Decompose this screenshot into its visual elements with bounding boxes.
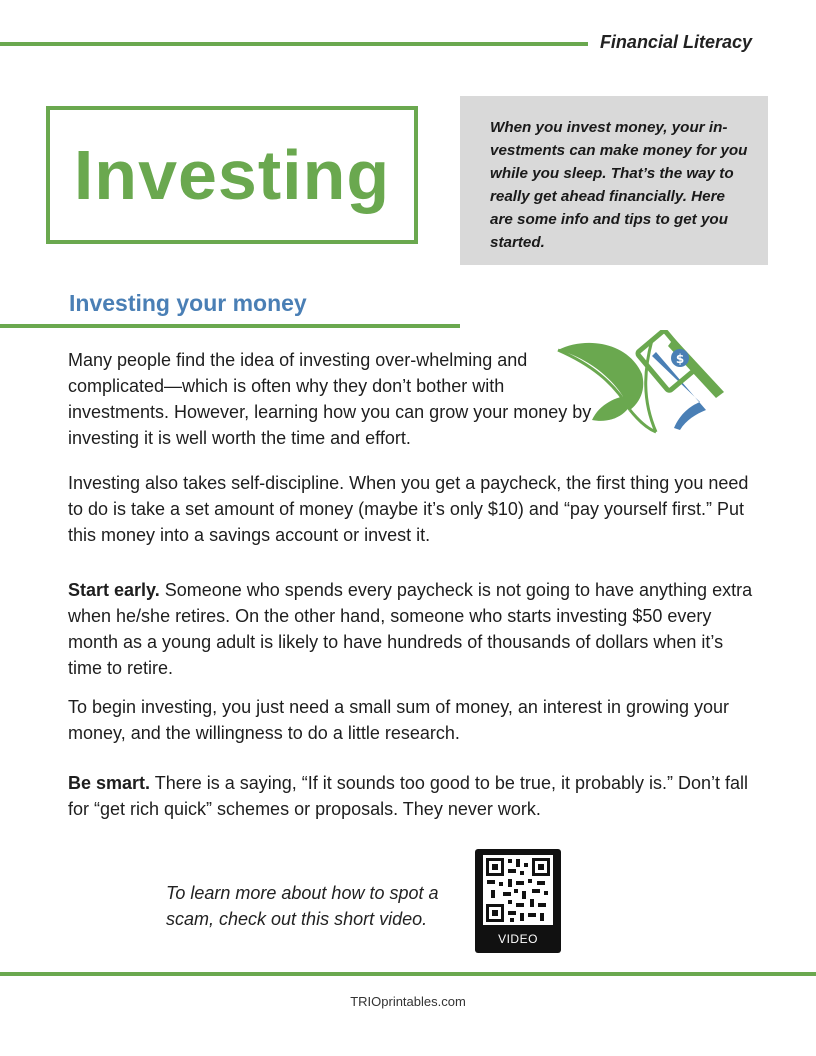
section-rule (0, 324, 460, 328)
header-rule (0, 42, 588, 46)
video-note: To learn more about how to spot a scam, check out this short video. (166, 883, 439, 929)
category-label: Financial Literacy (599, 32, 752, 52)
lead-be-smart: Be smart. (68, 773, 151, 793)
footer-site: TRIOprintables.com (350, 994, 466, 1009)
page-title: Investing (73, 136, 391, 214)
section-heading: Investing your money (69, 290, 307, 316)
intro-box (460, 96, 768, 265)
paragraph-intro: Many people find the idea of investing over-whelming and complicated—which is often why they don’t bother with investments. However, learning how you can grow your money by investing it is well worth the time and effort. (68, 350, 592, 448)
footer-rule (0, 972, 816, 976)
video-label: VIDEO (498, 932, 538, 946)
svg-text:$: $ (675, 352, 685, 366)
paragraph-be-smart (68, 770, 758, 822)
title-box (46, 106, 418, 244)
paragraph-begin-investing: To begin investing, you just need a small sum of money, an interest in growing your money, and the willingness to do a little research. (68, 697, 730, 743)
video-qr-code[interactable] (475, 849, 561, 953)
text-be-smart: There is a saying, “If it sounds too good to be true, it probably is.” Don’t fall for “get rich quick” schemes or proposals. They never work. (68, 773, 749, 819)
paragraph-start-early (68, 577, 758, 681)
text-start-early: Someone who spends every paycheck is not going to have anything extra when he/she retires. On the other hand, someone who starts investing $50 every month as a young adult is likely to have hundreds of thousands of dollars when it’s time to retire. (68, 580, 753, 678)
qr-code-icon (483, 855, 553, 925)
paragraph-self-discipline: Investing also takes self-discipline. When you get a paycheck, the first thing you need to do is take a set amount of money (maybe it’s only $10) and “pay yourself first.” Put this money into a savings account or invest it. (68, 473, 749, 545)
lead-start-early: Start early. (68, 580, 160, 600)
intro-text: When you invest money, your in-vestments can make money for you while you sleep. That’s the way to really get ahead financially. Here are some info and tips to get you started. (490, 119, 748, 251)
